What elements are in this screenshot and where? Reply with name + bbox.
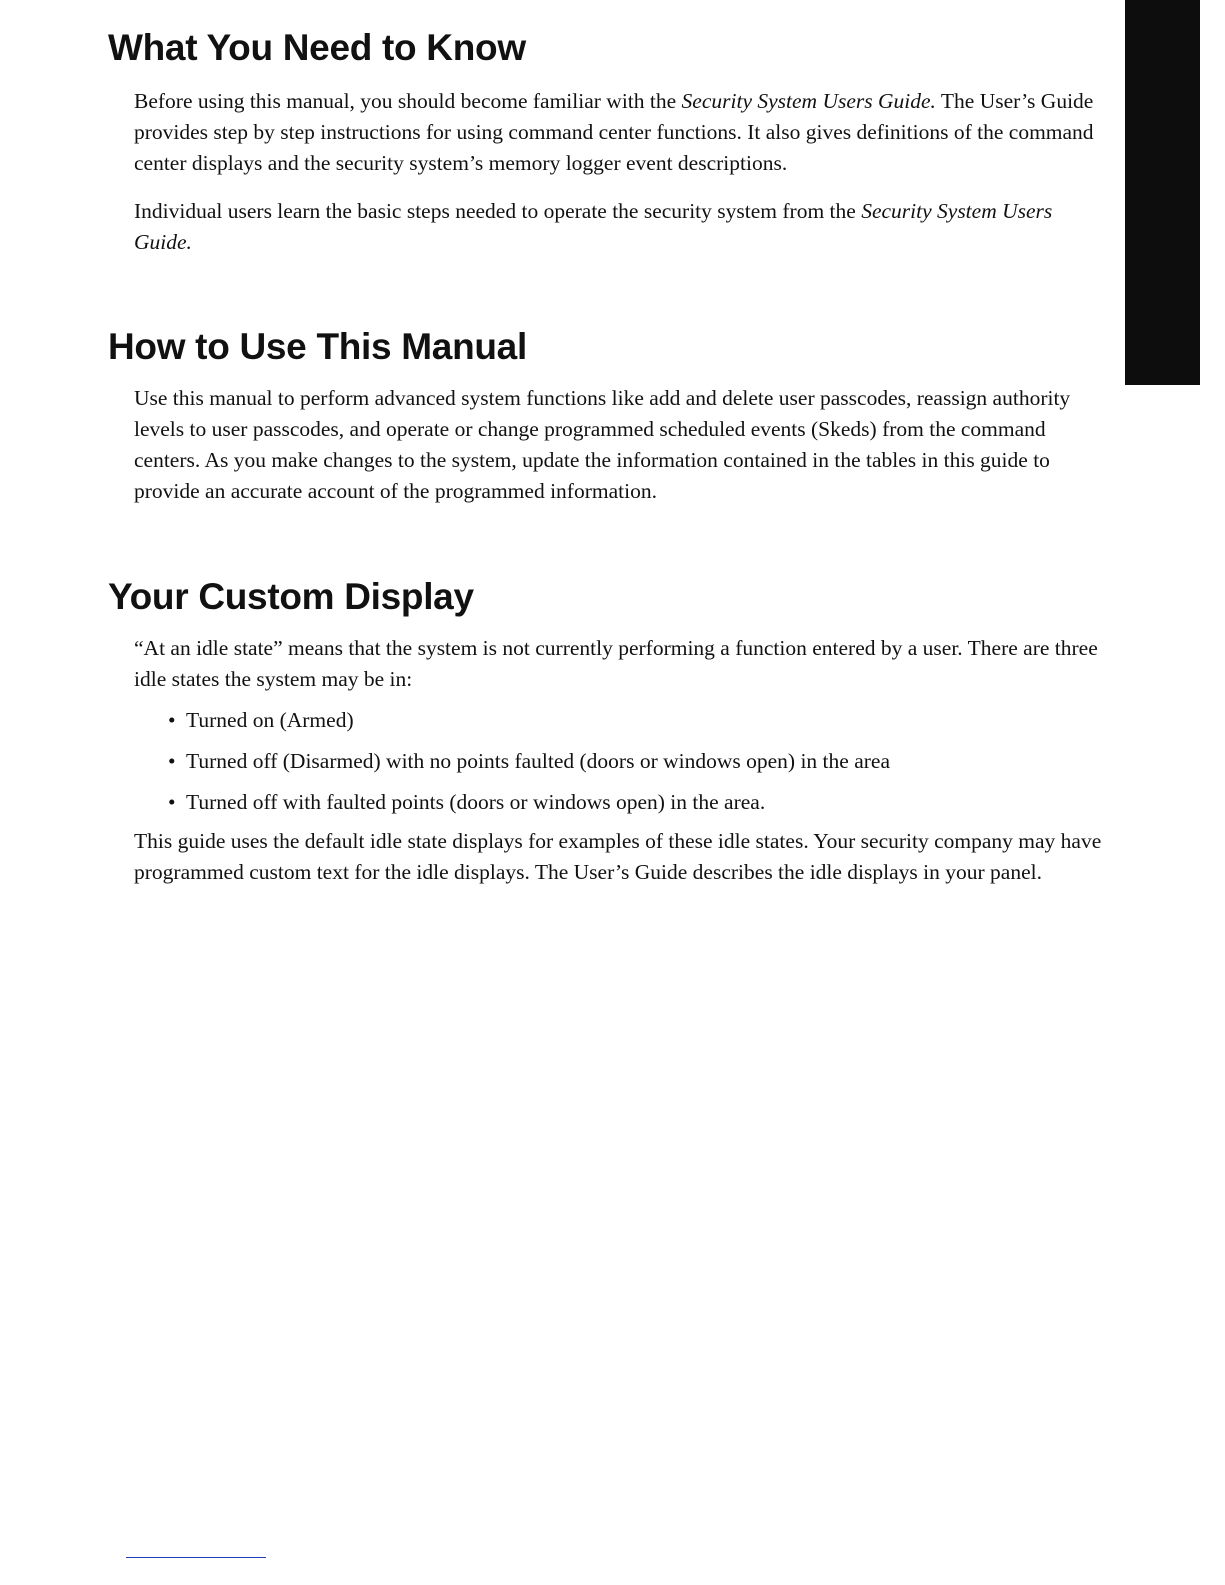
list-item (168, 746, 1108, 777)
paragraph-text: Individual users learn the basic steps needed to operate the security system from the (134, 199, 862, 223)
section-heading: What You Need to Know (108, 27, 526, 68)
section-what-you-need-to-know (108, 26, 1108, 258)
paragraph-use-this-manual: Use this manual to perform advanced system functions like add and delete user passcodes, reassign authority levels to user passcodes, and operate or change programmed scheduled events (Skeds) from the command centers. As you make changes to the system, update the information contained in the tables in this guide to provide an accurate account of the programmed information. (134, 386, 1071, 503)
guide-title-italic: Security System Users Guide. (681, 89, 936, 113)
paragraph-before-using (108, 86, 1114, 179)
list-item (168, 787, 1108, 818)
list-item-text: Turned off (Disarmed) with no points faulted (doors or windows open) in the area (186, 749, 890, 773)
list-item-text: Turned on (Armed) (186, 708, 354, 732)
paragraph-default-displays: This guide uses the default idle state displays for examples of these idle states. Your security company may have programmed custom text for the idle displays. The User’s Guide describes the idle displays in your panel. (134, 829, 1102, 884)
bullet-icon: • (168, 708, 176, 732)
list-item (168, 705, 1108, 736)
section-your-custom-display (108, 575, 1108, 888)
paragraph-text: The User’s Guide provides step by step instructions for using command center functions. It also gives definitions of the command center displays and the security system’s memory logger event descriptions. (134, 89, 1094, 175)
section-heading: How to Use This Manual (108, 326, 527, 367)
bullet-icon: • (168, 790, 176, 814)
section-heading: Your Custom Display (108, 576, 474, 617)
section-how-to-use-this-manual (108, 325, 1108, 507)
idle-states-list (108, 705, 1108, 818)
bullet-icon: • (168, 749, 176, 773)
list-item-text: Turned off with faulted points (doors or windows open) in the area. (186, 790, 766, 814)
paragraph-text: Before using this manual, you should become familiar with the (134, 89, 682, 113)
paragraph-individual-users (108, 196, 1114, 258)
paragraph-idle-state-intro: “At an idle state” means that the system is not currently performing a function entered by a user. There are three idle states the system may be in: (134, 636, 1098, 691)
footer-rule (126, 1557, 266, 1558)
section-thumb-tab (1125, 0, 1200, 385)
guide-title-italic: Security System Users Guide. (134, 199, 1053, 254)
